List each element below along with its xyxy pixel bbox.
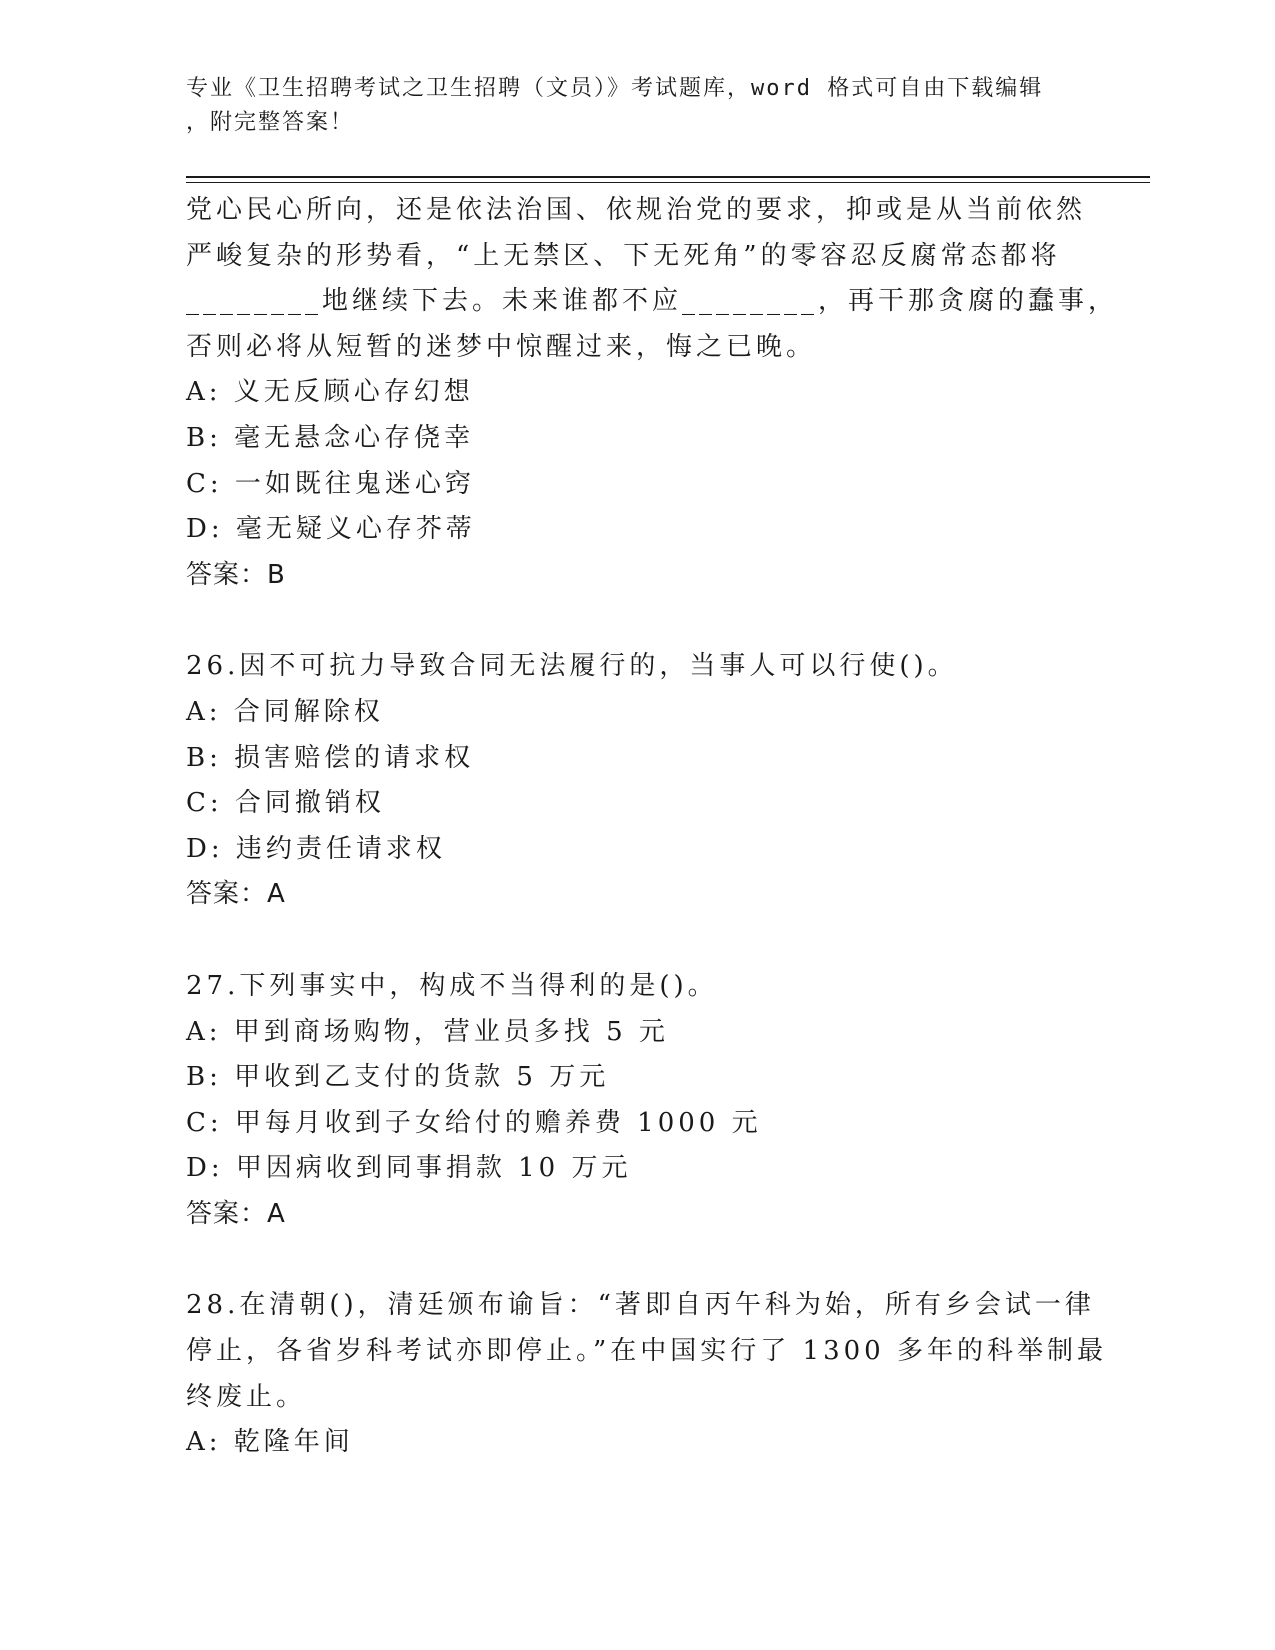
question-text-line: 严峻复杂的形势看，“上无禁区、下无死角”的零容忍反腐常态都将 (186, 240, 1061, 271)
question-text-line: 26.因不可抗力导致合同无法履行的，当事人可以行使()。 (186, 651, 958, 682)
option-c: C: 一如既往鬼迷心窍 (186, 468, 475, 499)
option-a: A: 合同解除权 (186, 696, 384, 727)
question-text-line: ________地继续下去。未来谁都不应________，再干那贪腐的蠢事， (186, 286, 1119, 317)
answer-label: 答案：B (186, 559, 286, 590)
option-a: A: 乾隆年间 (186, 1427, 354, 1458)
option-c: C: 甲每月收到子女给付的赡养费 1000 元 (186, 1107, 762, 1138)
answer-label: 答案：A (186, 1198, 286, 1229)
question-26 (186, 644, 1086, 918)
spacer (186, 918, 1086, 964)
answer-label: 答案：A (186, 879, 286, 910)
header-divider-thin (186, 182, 1150, 183)
question-text-line: 党心民心所向，还是依法治国、依规治党的要求，抑或是从当前依然 (186, 195, 1087, 225)
question-text-line: 终废止。 (186, 1381, 307, 1412)
question-content (186, 188, 1119, 1466)
option-a: A: 义无反顾心存幻想 (186, 377, 474, 408)
option-b: B: 损害赔偿的请求权 (186, 742, 475, 773)
document-header (186, 72, 1086, 140)
option-a: A: 甲到商场购物，营业员多找 5 元 (186, 1016, 669, 1047)
header-line-1: 专业《卫生招聘考试之卫生招聘（文员）》考试题库，word 格式可自由下载编辑 (186, 76, 1044, 101)
option-d: D: 毫无疑义心存芥蒂 (186, 514, 476, 545)
question-25 (186, 188, 1119, 598)
question-text-line: 27.下列事实中，构成不当得利的是()。 (186, 970, 718, 1001)
header-divider-thick (186, 176, 1150, 178)
option-b: B: 甲收到乙支付的货款 5 万元 (186, 1062, 610, 1093)
question-text-line: 否则必将从短暂的迷梦中惊醒过来，悔之已晚。 (186, 331, 817, 362)
option-b: B: 毫无悬念心存侥幸 (186, 422, 475, 453)
spacer (186, 598, 1086, 644)
option-c: C: 合同撤销权 (186, 788, 385, 819)
question-27 (186, 964, 1086, 1238)
option-d: D: 违约责任请求权 (186, 833, 446, 864)
spacer (186, 1237, 1086, 1283)
question-28 (186, 1283, 1107, 1465)
header-line-2: ，附完整答案！ (186, 110, 355, 135)
question-text-line: 28.在清朝()，清廷颁布谕旨：“著即自丙午科为始，所有乡会试一律 (186, 1290, 1095, 1321)
option-d: D: 甲因病收到同事捐款 10 万元 (186, 1153, 632, 1184)
question-text-line: 停止，各省岁科考试亦即停止。”在中国实行了 1300 多年的科举制最 (186, 1336, 1107, 1367)
